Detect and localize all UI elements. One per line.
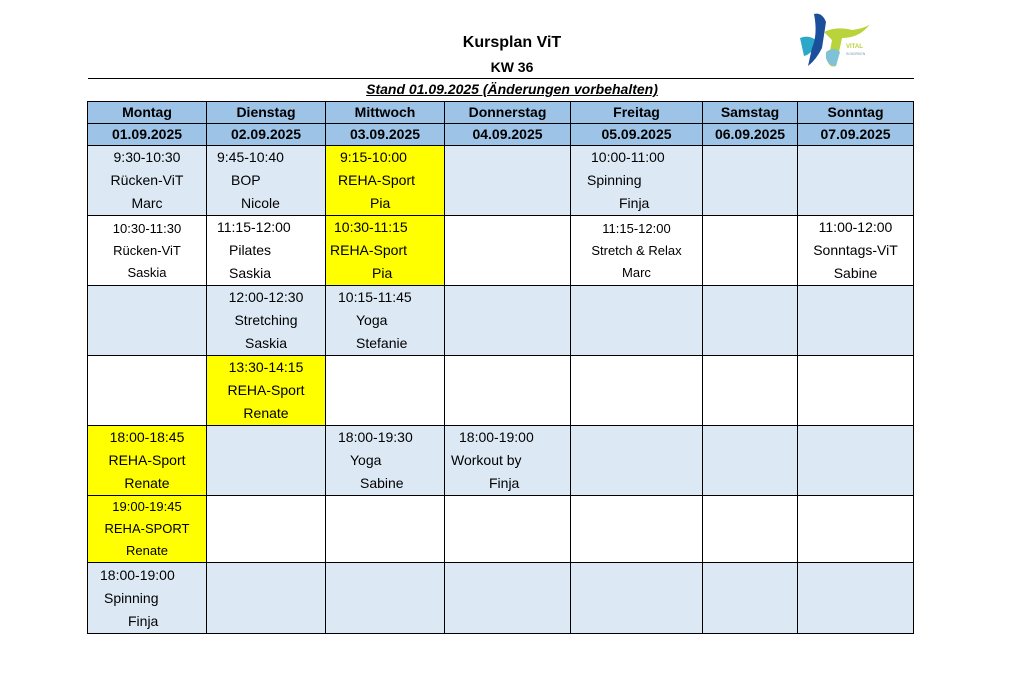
schedule-row — [88, 426, 914, 496]
day-date: 06.09.2025 — [703, 124, 798, 146]
trainer-name: Marc — [622, 264, 651, 280]
course-slot-content — [207, 146, 325, 215]
trainer-name: Pia — [372, 265, 393, 281]
course-name: REHA-Sport — [338, 172, 416, 188]
empty-slot — [798, 496, 914, 563]
course-slot — [88, 426, 207, 496]
empty-slot — [571, 426, 703, 496]
day-name: Freitag — [571, 102, 703, 124]
day-date: 04.09.2025 — [445, 124, 571, 146]
course-time: 10:00-11:00 — [591, 149, 665, 165]
empty-slot — [326, 496, 445, 563]
course-slot-content — [571, 216, 702, 285]
course-slot — [207, 216, 326, 286]
svg-text:IN BORKEN: IN BORKEN — [846, 52, 866, 56]
course-name: Spinning — [587, 172, 642, 188]
empty-slot — [326, 356, 445, 426]
trainer-name: Saskia — [127, 264, 167, 280]
empty-slot — [445, 356, 571, 426]
course-time: 18:00-19:00 — [100, 566, 175, 583]
course-time: 11:15-12:00 — [602, 220, 671, 236]
course-slot — [571, 146, 703, 216]
trainer-name: Sabine — [360, 475, 404, 491]
date-row — [88, 124, 914, 146]
day-name: Montag — [88, 102, 207, 124]
empty-slot — [798, 426, 914, 496]
trainer-name: Renate — [124, 475, 170, 491]
course-slot-content — [445, 426, 570, 495]
course-slot — [88, 216, 207, 286]
empty-slot — [88, 286, 207, 356]
course-time: 19:00-19:45 — [112, 499, 182, 514]
course-time: 10:30-11:30 — [112, 220, 182, 236]
course-slot-content — [326, 146, 444, 215]
trainer-name: Nicole — [241, 195, 280, 211]
empty-slot — [798, 563, 914, 634]
day-name: Mittwoch — [326, 102, 445, 124]
empty-slot — [571, 563, 703, 634]
course-name: REHA-Sport — [227, 382, 305, 398]
trainer-name: Saskia — [229, 265, 272, 281]
empty-slot — [703, 496, 798, 563]
schedule-row — [88, 286, 914, 356]
empty-slot — [88, 356, 207, 426]
course-slot-content — [326, 286, 444, 355]
empty-slot — [445, 216, 571, 286]
empty-slot — [571, 496, 703, 563]
course-slot — [207, 356, 326, 426]
course-time: 10:15-11:45 — [338, 289, 412, 305]
empty-slot — [326, 563, 445, 634]
course-name: Rücken-ViT — [113, 242, 181, 258]
empty-slot — [798, 356, 914, 426]
course-name: Stretching — [234, 312, 298, 328]
day-date: 07.09.2025 — [798, 124, 914, 146]
course-slot-content — [207, 356, 325, 425]
course-name: Workout by — [451, 452, 522, 468]
day-date: 03.09.2025 — [326, 124, 445, 146]
day-name: Samstag — [703, 102, 798, 124]
course-slot — [326, 286, 445, 356]
course-name: REHA-Sport — [330, 242, 408, 258]
course-name: Sonntags-ViT — [813, 242, 898, 258]
trainer-name: Sabine — [833, 265, 878, 281]
course-slot-content — [88, 146, 206, 215]
vital-logo — [796, 8, 886, 72]
course-name: REHA-SPORT — [104, 521, 190, 536]
day-header-row — [88, 102, 914, 124]
day-date: 02.09.2025 — [207, 124, 326, 146]
schedule-row — [88, 356, 914, 426]
day-date: 05.09.2025 — [571, 124, 703, 146]
schedule-row — [88, 146, 914, 216]
course-time: 13:30-14:15 — [228, 359, 304, 375]
empty-slot — [445, 563, 571, 634]
week-label: KW 36 — [490, 59, 534, 75]
course-name: BOP — [231, 172, 261, 188]
course-name: REHA-Sport — [108, 452, 186, 468]
course-slot-content — [207, 216, 325, 285]
empty-slot — [798, 146, 914, 216]
course-name: Yoga — [356, 312, 388, 328]
course-slot-content — [798, 216, 913, 285]
empty-slot — [703, 356, 798, 426]
course-name: Pilates — [229, 242, 272, 258]
svg-text:VITAL: VITAL — [846, 44, 863, 50]
course-slot-content — [326, 216, 444, 285]
empty-slot — [207, 496, 326, 563]
day-name: Sonntag — [798, 102, 914, 124]
course-slot — [326, 146, 445, 216]
course-time: 18:00-19:30 — [338, 429, 413, 445]
course-slot — [88, 563, 207, 634]
empty-slot — [703, 216, 798, 286]
trainer-name: Finja — [489, 475, 520, 491]
day-date: 01.09.2025 — [88, 124, 207, 146]
course-slot — [571, 216, 703, 286]
trainer-name: Finja — [619, 195, 650, 211]
course-schedule-table — [87, 101, 914, 634]
course-time: 11:15-12:00 — [217, 219, 291, 235]
empty-slot — [703, 426, 798, 496]
empty-slot — [207, 563, 326, 634]
schedule-row — [88, 216, 914, 286]
course-slot — [88, 496, 207, 563]
course-time: 9:45-10:40 — [217, 149, 284, 165]
empty-slot — [445, 496, 571, 563]
trainer-name: Stefanie — [356, 335, 408, 351]
course-time: 18:00-19:00 — [459, 429, 534, 445]
course-slot — [207, 286, 326, 356]
course-slot — [207, 146, 326, 216]
empty-slot — [798, 286, 914, 356]
course-name: Stretch & Relax — [591, 242, 682, 258]
empty-slot — [571, 286, 703, 356]
status-note: Stand 01.09.2025 (Änderungen vorbehalten) — [366, 81, 658, 97]
course-time: 10:30-11:15 — [334, 219, 408, 235]
course-time: 12:00-12:30 — [228, 289, 304, 305]
course-time: 9:30-10:30 — [113, 149, 181, 165]
schedule-row — [88, 496, 914, 563]
empty-slot — [445, 286, 571, 356]
course-slot — [445, 426, 571, 496]
empty-slot — [445, 146, 571, 216]
course-name: Spinning — [104, 589, 159, 606]
course-slot-content — [571, 146, 702, 215]
empty-slot — [703, 146, 798, 216]
empty-slot — [703, 563, 798, 634]
schedule-row — [88, 563, 914, 634]
course-name: Rücken-ViT — [110, 172, 184, 188]
trainer-name: Renate — [126, 543, 168, 558]
course-time: 11:00-12:00 — [818, 219, 893, 235]
trainer-name: Pia — [370, 195, 391, 211]
course-slot-content — [207, 286, 325, 355]
trainer-name: Renate — [243, 405, 289, 421]
course-slot-content — [88, 563, 206, 633]
course-time: 18:00-18:45 — [109, 429, 185, 445]
schedule-body — [88, 146, 914, 634]
day-name: Donnerstag — [445, 102, 571, 124]
empty-slot — [207, 426, 326, 496]
trainer-name: Finja — [128, 612, 159, 629]
course-slot-content — [326, 426, 444, 495]
course-slot — [326, 216, 445, 286]
course-slot-content — [88, 496, 206, 562]
course-slot-content — [88, 426, 206, 495]
day-name: Dienstag — [207, 102, 326, 124]
course-name: Yoga — [350, 452, 382, 468]
empty-slot — [571, 356, 703, 426]
trainer-name: Saskia — [244, 335, 288, 351]
page-title: Kursplan ViT — [462, 34, 562, 51]
course-slot-content — [88, 216, 206, 285]
empty-slot — [703, 286, 798, 356]
course-slot — [326, 426, 445, 496]
trainer-name: Marc — [131, 195, 163, 211]
title-divider — [88, 78, 914, 79]
course-time: 9:15-10:00 — [340, 149, 407, 165]
course-slot — [88, 146, 207, 216]
course-slot — [798, 216, 914, 286]
